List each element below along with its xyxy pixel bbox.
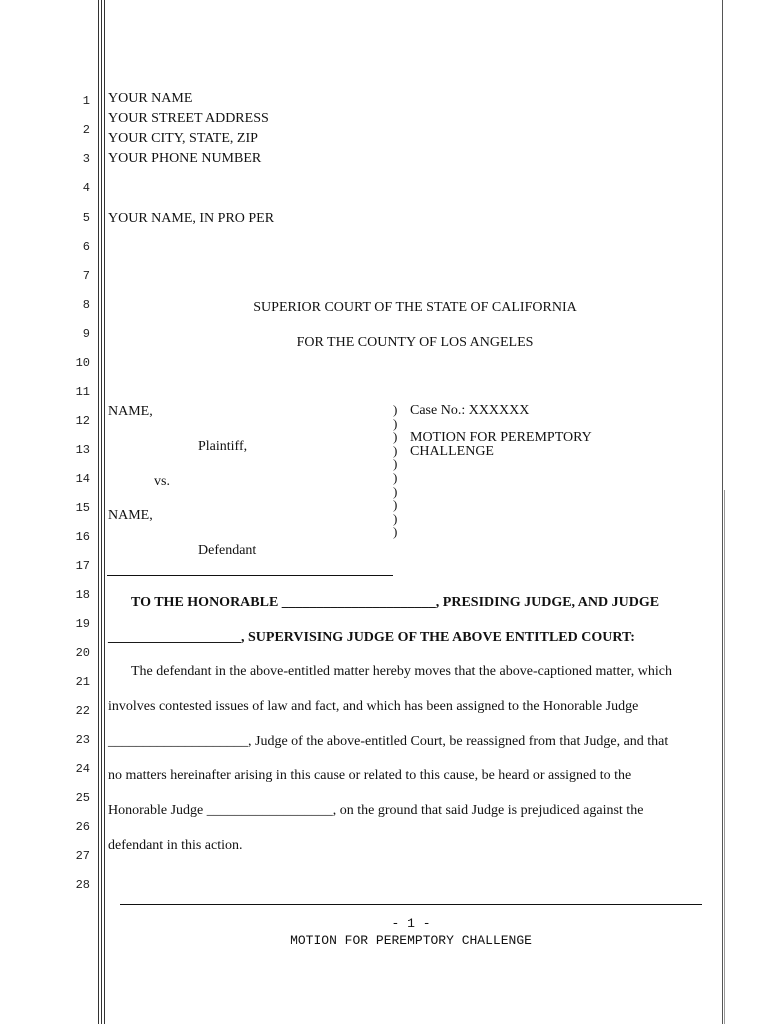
line-number: 18 [75, 588, 90, 602]
line-number: 12 [75, 414, 90, 428]
line-number: 6 [82, 240, 90, 254]
plaintiff-name: NAME, [108, 404, 153, 419]
header-city: YOUR CITY, STATE, ZIP [108, 131, 258, 146]
line-number: 10 [75, 356, 90, 370]
footer-rule [120, 904, 702, 905]
body-line: involves contested issues of law and fact, and which has been assigned to the Honorable Judge [108, 699, 639, 714]
line-number: 26 [75, 820, 90, 834]
right-margin-rule [724, 490, 725, 1024]
line-number: 11 [75, 385, 90, 399]
motion-title-line2: CHALLENGE [410, 444, 494, 459]
header-pro-per: YOUR NAME, IN PRO PER [108, 211, 275, 226]
line-number: 1 [82, 94, 90, 108]
salutation-line1: TO THE HONORABLE ______________________, PRESIDING JUDGE, AND JUDGE [131, 595, 660, 610]
line-number: 16 [75, 530, 90, 544]
line-number: 15 [75, 501, 90, 515]
line-number: 24 [75, 762, 90, 776]
line-number: 7 [82, 269, 90, 283]
caption-underline [107, 575, 393, 576]
defendant-label: Defendant [198, 543, 257, 558]
header-phone: YOUR PHONE NUMBER [108, 151, 262, 166]
caption-parentheses: ) ) ) ) ) ) ) ) ) ) [393, 402, 398, 540]
line-number: 4 [82, 181, 90, 195]
line-number: 2 [82, 123, 90, 137]
footer-title: MOTION FOR PEREMPTORY CHALLENGE [290, 933, 532, 948]
line-number: 3 [82, 152, 90, 166]
right-margin-rule [722, 0, 723, 1024]
line-number: 8 [82, 298, 90, 312]
header-address: YOUR STREET ADDRESS [108, 111, 269, 126]
line-number: 25 [75, 791, 90, 805]
body-line: The defendant in the above-entitled matter hereby moves that the above-captioned matter, which [131, 664, 672, 679]
line-number: 17 [75, 559, 90, 573]
case-number: Case No.: XXXXXX [410, 403, 530, 418]
body-line: Honorable Judge __________________, on the ground that said Judge is prejudiced against the [108, 803, 644, 818]
court-county: FOR THE COUNTY OF LOS ANGELES [296, 335, 534, 350]
line-number: 22 [75, 704, 90, 718]
line-number: 13 [75, 443, 90, 457]
line-number: 28 [75, 878, 90, 892]
page-number: - 1 - [391, 916, 431, 931]
left-margin-rule [104, 0, 105, 1024]
left-margin-rule [98, 0, 99, 1024]
court-title: SUPERIOR COURT OF THE STATE OF CALIFORNIA [253, 300, 577, 315]
versus-label: vs. [154, 474, 170, 489]
plaintiff-label: Plaintiff, [198, 439, 248, 454]
line-number: 5 [82, 211, 90, 225]
line-number: 20 [75, 646, 90, 660]
left-margin-rule [101, 0, 102, 1024]
salutation-line2: ___________________, SUPERVISING JUDGE OF THE ABOVE ENTITLED COURT: [108, 630, 635, 645]
line-number: 23 [75, 733, 90, 747]
line-number: 27 [75, 849, 90, 863]
line-number: 14 [75, 472, 90, 486]
motion-title-line1: MOTION FOR PEREMPTORY [410, 430, 592, 445]
body-line: no matters hereinafter arising in this cause or related to this cause, be heard or assigned to the [108, 768, 632, 783]
body-line: defendant in this action. [108, 838, 243, 853]
line-number: 19 [75, 617, 90, 631]
defendant-name: NAME, [108, 508, 153, 523]
line-number: 21 [75, 675, 90, 689]
body-line: ____________________, Judge of the above-entitled Court, be reassigned from that Judge, and that [108, 734, 669, 749]
header-name: YOUR NAME [108, 91, 193, 106]
line-number: 9 [82, 327, 90, 341]
